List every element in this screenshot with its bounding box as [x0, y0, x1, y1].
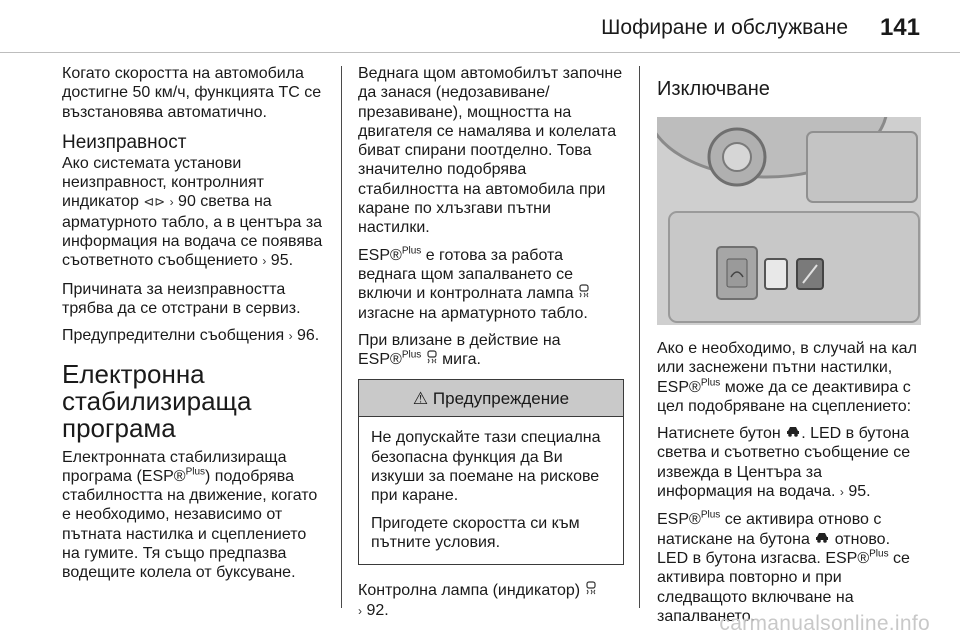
- watermark: carmanualsonline.info: [719, 612, 930, 635]
- paragraph: Ако системата установи неизправност, контролният индикатор ⊲⊳ › 90 светва на арматурното табло, а в центъра за информация на водача се появява съответното съобщението › 95.: [62, 154, 323, 270]
- page-reference-arrow-icon: ›: [288, 329, 293, 344]
- column-2: [358, 64, 624, 629]
- paragraph: Веднага щом автомобилът започне да занася (недозавиване/презавиване), мощността на двигателя се намалява и колелата биват спирани поотделно. Това значително подобрява стабилността на автомобила при каране по хлъзгави пътни настилки.: [358, 65, 623, 237]
- paragraph: Причината за неизправността трябва да се отстрани в сервиз.: [62, 280, 301, 317]
- warning-title: Предупреждение: [432, 389, 570, 409]
- warning-box: [358, 379, 624, 565]
- page-header: [0, 0, 960, 53]
- paragraph: Когато скоростта на автомобила достигне 50 км/ч, функцията TC се възстановява автоматично.: [62, 65, 322, 121]
- column-divider: [639, 66, 640, 608]
- esp-lamp-icon: [585, 581, 597, 600]
- warning-header: [359, 380, 623, 417]
- esp-off-button-icon: [785, 424, 801, 443]
- paragraph: ESP®$^{Plus}$ се активира отново с натискане на бутона отново. LED в бутона изгасва. ESP®$^{Plus}$ се активира повторно и при следващото включване на запалването.: [657, 510, 910, 625]
- paragraph: При влизане в действие на ESP®$^{Plus}$ мига.: [358, 331, 561, 369]
- column-divider: [341, 66, 342, 608]
- page-number: 141: [879, 14, 920, 41]
- traction-control-icon: ⊲⊳: [143, 194, 166, 210]
- esp-lamp-icon: [426, 350, 438, 369]
- column-3: [657, 64, 921, 634]
- warning-text: Не допускайте тази специална безопасна функция да Ви изкуши за поемане на рискове при каране.: [371, 429, 601, 505]
- column-1: [62, 64, 326, 591]
- warning-text: Пригодете скоростта си към пътните условия.: [371, 514, 580, 551]
- esp-lamp-icon: [578, 284, 590, 303]
- section-heading-off: Изключване: [657, 78, 770, 100]
- paragraph: Натиснете бутон . LED в бутона светва и съответно съобщение се извежда в Центъра за информация на водача. › 95.: [657, 425, 911, 501]
- page-reference-arrow-icon: ›: [169, 195, 174, 210]
- paragraph: Контролна лампа (индикатор) › 92.: [358, 581, 624, 621]
- section-heading-fault: Неизправност: [62, 131, 187, 153]
- warning-body: [359, 417, 623, 564]
- esp-off-button-icon: [814, 530, 830, 549]
- paragraph: ESP®$^{Plus}$ е готова за работа веднага щом запалването се включи и контролната лампа изгасне на арматурното табло.: [358, 246, 624, 323]
- warning-icon: ⚠: [412, 389, 429, 409]
- page-reference-arrow-icon: ›: [839, 485, 844, 500]
- page-reference-arrow-icon: ›: [262, 254, 267, 269]
- header-title: Шофиране и обслужване: [601, 16, 848, 39]
- section-heading-esp: Електронна стабилизираща програма: [62, 358, 252, 443]
- paragraph: Предупредителни съобщения › 96.: [62, 327, 320, 345]
- paragraph: Електронната стабилизираща програма (ESP®$^{Plus}$) подобрява стабилността на движение, когато е необходимо, независимо от пътната настилка и сцеплението на гумите. Тя също предпазва водещите колела от буксуване.: [62, 448, 318, 582]
- paragraph: Ако е необходимо, в случай на кал или заснежени пътни настилки, ESP®$^{Plus}$ може да се деактивира с цел подобряване на сцеплението:: [657, 340, 917, 415]
- dashboard-photo: [657, 117, 921, 325]
- page-reference-arrow-icon: ›: [358, 603, 362, 618]
